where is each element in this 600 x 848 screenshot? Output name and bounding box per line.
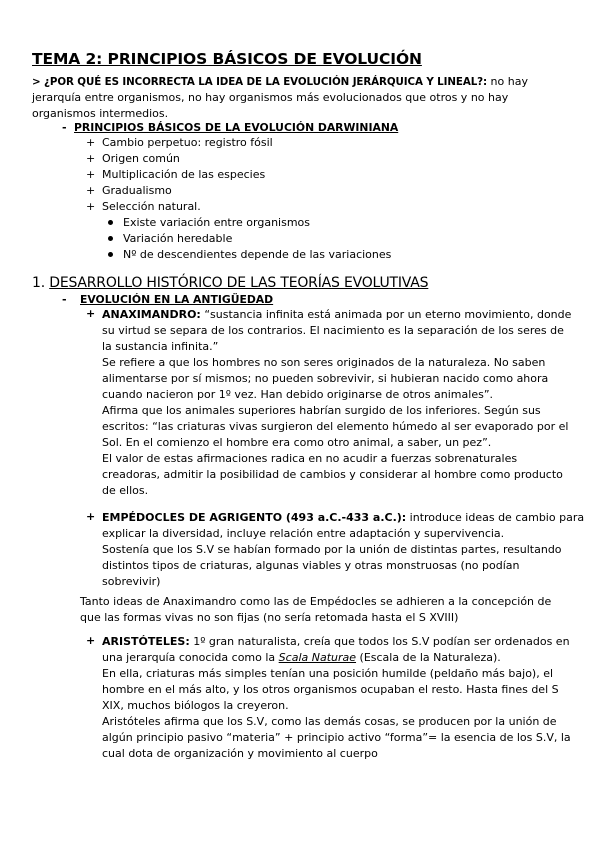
anaximandro-text: “sustancia infinita está animada por un eterno movimiento, donde	[200, 308, 572, 321]
empedocles-block	[102, 510, 585, 590]
para-line: cuando nacieron por 1º vez. Han debido originarse de otros animales”.	[102, 388, 494, 401]
plus-bullet: +	[86, 152, 96, 165]
para-line: sobrevivir)	[102, 575, 161, 588]
para-line	[102, 650, 572, 666]
scala-naturae-term: Scala Naturae	[278, 651, 357, 664]
para-line: El valor de estas afirmaciones radica en no acudir a fuerzas sobrenaturales	[102, 452, 518, 465]
para-line: Se refiere a que los hombres no son seres originados de la naturaleza. No saben	[102, 356, 546, 369]
subitem-text: Existe variación entre organismos	[123, 216, 311, 229]
list-item	[86, 135, 273, 151]
para-line: En ella, criaturas más simples tenían una posición humilde (peldaño más bajo), el	[102, 667, 554, 680]
subitem-text: Variación heredable	[123, 232, 233, 245]
plus-bullet: +	[86, 510, 96, 523]
para-line: distintos tipos de criaturas, algunas viables y otras monstruosas (no podían	[102, 559, 520, 572]
section-number: 1.	[32, 275, 45, 291]
list-item	[108, 247, 391, 263]
plus-bullet: +	[86, 200, 96, 213]
para-line: de ellos.	[102, 484, 149, 497]
bullet-dot-icon	[108, 252, 113, 257]
list-item	[108, 215, 391, 231]
aristoteles-text: 1º gran naturalista, creía que todos los S.V podían ser ordenados en	[189, 635, 570, 648]
question-answer: no hay jerarquía entre organismos, no hay organismos más evolucionados que otros y no hay organismos intermedios.	[32, 75, 528, 120]
empedocles-text: introduce ideas de cambio para	[406, 511, 585, 524]
para-line: su virtud se separa de los contrarios. El nacimiento es la separación de los seres de	[102, 324, 564, 337]
subitem-text: Nº de descendientes depende de las variaciones	[123, 248, 392, 261]
plus-bullet: +	[86, 168, 96, 181]
para-line: XIX, muchos biólogos la creyeron.	[102, 699, 289, 712]
list-item	[86, 167, 273, 183]
para-line	[102, 510, 585, 526]
empedocles-name: EMPÉDOCLES DE AGRIGENTO (493 a.C.-433 a.C.):	[102, 511, 407, 524]
aristoteles-block	[102, 634, 572, 762]
para-line: alimentarse por sí mismos; no pueden sobrevivir, si hubieran nacido como ahora	[102, 372, 549, 385]
principle-text: Selección natural.	[102, 200, 201, 213]
darwin-principles-list	[86, 135, 273, 215]
para-line: explicar la diversidad, incluye relación entre adaptación y supervivencia.	[102, 527, 505, 540]
principle-text: Origen común	[102, 152, 180, 165]
section-heading	[32, 275, 428, 291]
para-line	[102, 307, 572, 323]
bullet-dot-icon	[108, 220, 113, 225]
list-item	[86, 183, 273, 199]
principle-text: Gradualismo	[102, 184, 172, 197]
plus-bullet: +	[86, 307, 96, 320]
para-line: cual dota de organización y movimiento al cuerpo	[102, 747, 378, 760]
para-line: que las formas vivas no son fijas (no sería retomada hasta el S XVIII)	[80, 611, 459, 624]
aristoteles-text: (Escala de la Naturaleza).	[356, 651, 501, 664]
principle-text: Cambio perpetuo: registro fósil	[102, 136, 273, 149]
darwin-heading: PRINCIPIOS BÁSICOS DE LA EVOLUCIÓN DARWINIANA	[74, 121, 399, 134]
aristoteles-text: una jerarquía conocida como la	[102, 651, 279, 664]
page-title: TEMA 2: PRINCIPIOS BÁSICOS DE EVOLUCIÓN	[32, 50, 422, 68]
para-line	[102, 634, 572, 650]
para-line: la sustancia infinita.”	[102, 340, 219, 353]
principle-text: Multiplicación de las especies	[102, 168, 266, 181]
intro-question	[32, 74, 572, 122]
para-line: creadoras, admitir la posibilidad de cambios y considerar al hombre como producto	[102, 468, 563, 481]
darwin-dash: -	[62, 121, 67, 134]
section-title: DESARROLLO HISTÓRICO DE LAS TEORÍAS EVOLUTIVAS	[49, 275, 429, 291]
para-line: algún principio pasivo “materia” + principio activo “forma”= la esencia de los S.V, la	[102, 731, 571, 744]
para-line: escritos: “las criaturas vivas surgieron del elemento húmedo al ser evaporado por el	[102, 420, 569, 433]
para-line: Tanto ideas de Anaximandro como las de Empédocles se adhieren a la concepción de	[80, 595, 552, 608]
para-line: Sol. En el comienzo el hombre era como otro animal, a saber, un pez”.	[102, 436, 492, 449]
plus-bullet: +	[86, 634, 96, 647]
selection-sublist	[108, 215, 391, 263]
list-item	[86, 151, 273, 167]
plus-bullet: +	[86, 184, 96, 197]
aristoteles-name: ARISTÓTELES:	[102, 635, 190, 648]
question-prefix: > ¿POR QUÉ ES INCORRECTA LA IDEA DE LA EVOLUCIÓN JERÁRQUICA Y LINEAL?:	[32, 76, 488, 88]
antiquity-heading: EVOLUCIÓN EN LA ANTIGÜEDAD	[80, 293, 274, 306]
anaximandro-block	[102, 307, 572, 499]
para-line: Afirma que los animales superiores habrían surgido de los inferiores. Según sus	[102, 404, 541, 417]
para-line: Sostenía que los S.V se habían formado por la unión de distintas partes, resultando	[102, 543, 562, 556]
anaximandro-name: ANAXIMANDRO:	[102, 308, 201, 321]
list-item	[86, 199, 273, 215]
list-item	[108, 231, 391, 247]
plus-bullet: +	[86, 136, 96, 149]
para-line: Aristóteles afirma que los S.V, como las demás cosas, se producen por la unión de	[102, 715, 557, 728]
summary-paragraph	[80, 594, 580, 626]
antiquity-dash: -	[62, 293, 67, 306]
bullet-dot-icon	[108, 236, 113, 241]
para-line: hombre en el más alto, y los otros organismos ocupaban el resto. Hasta fines del S	[102, 683, 559, 696]
